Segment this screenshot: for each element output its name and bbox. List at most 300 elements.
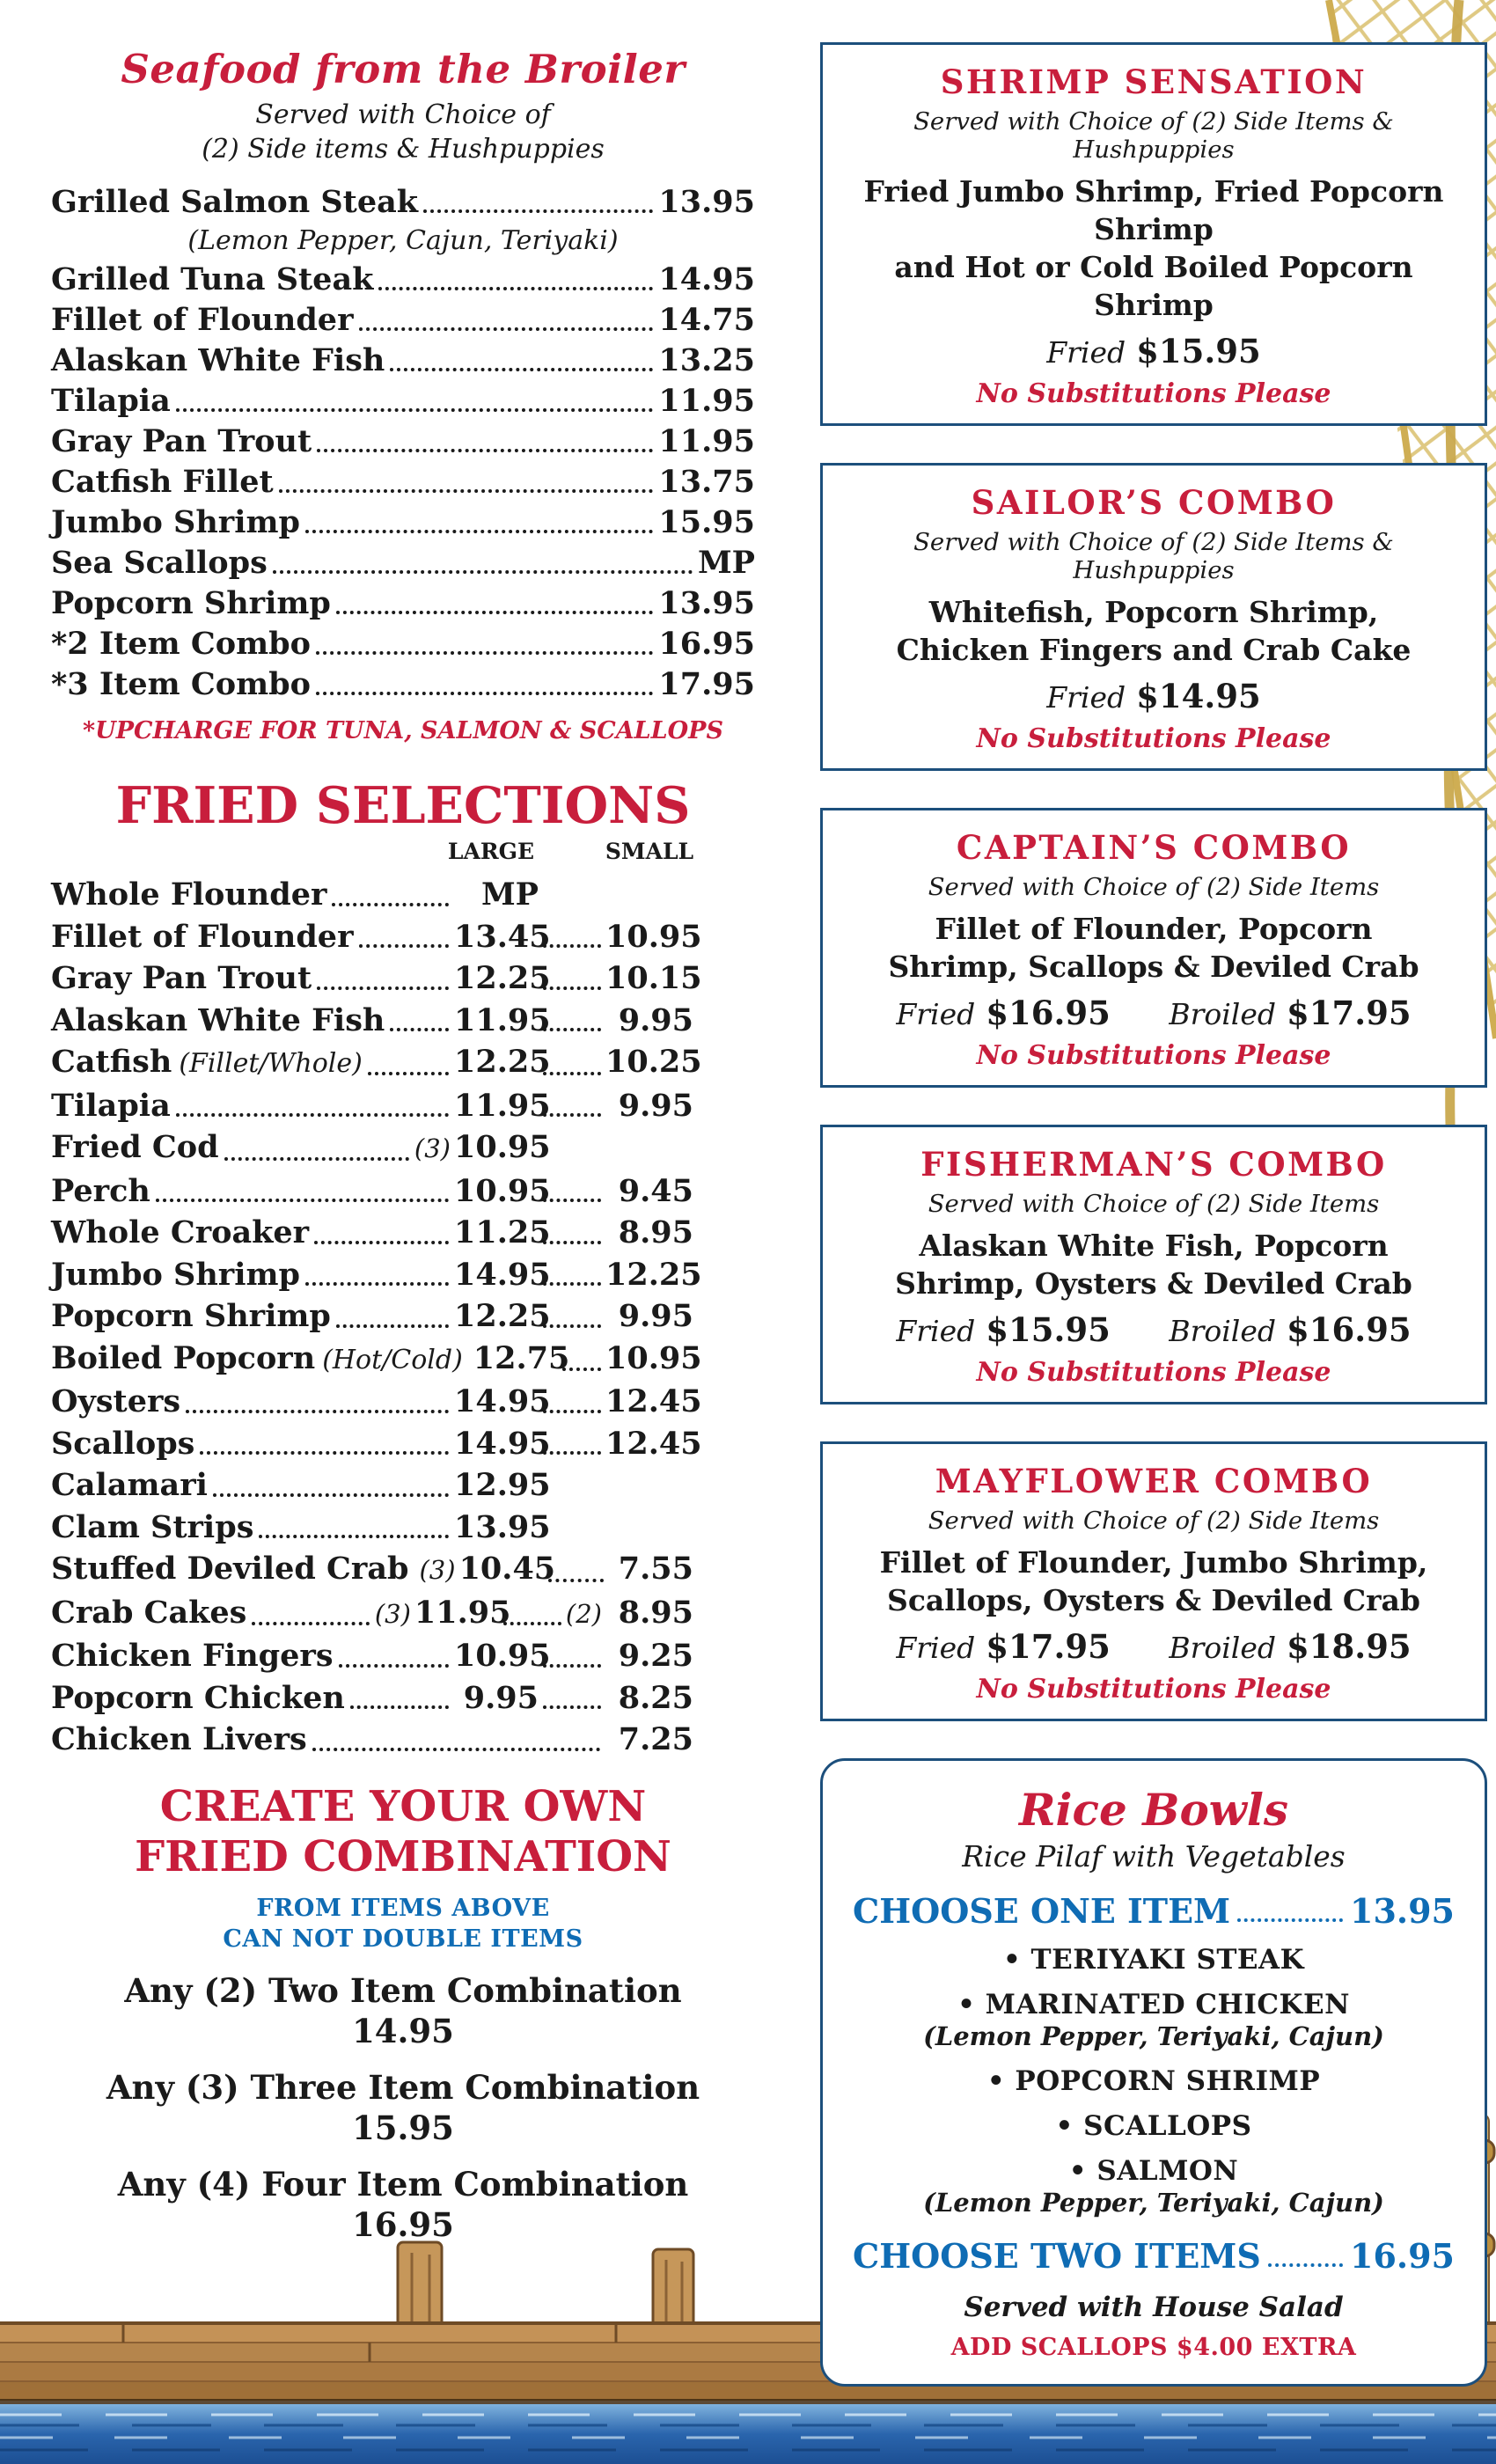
item-name-text: Jumbo Shrimp (51, 1256, 301, 1293)
option-price: 14.95 (352, 2011, 454, 2050)
fried-menu-item (51, 1635, 755, 1677)
fried-menu-item (51, 1464, 755, 1507)
fried-menu-item (51, 1041, 755, 1085)
broiled-price-group (1169, 1310, 1412, 1349)
item-price: 14.75 (658, 302, 755, 338)
option-label: Any (2) Two Item Combination (124, 1970, 682, 2010)
broiler-menu-item (51, 381, 755, 422)
fried-label: Fried (896, 997, 976, 1031)
fried-label: Fried (896, 1631, 976, 1665)
fried-price: $15.95 (1136, 332, 1261, 370)
small-price: 10.25 (605, 1044, 702, 1080)
item-price: 14.95 (658, 261, 755, 297)
item-name-text: Chicken Fingers (51, 1638, 334, 1674)
combo-description (839, 910, 1469, 986)
dotted-leader (314, 1241, 449, 1244)
fried-menu-item (51, 1719, 755, 1761)
fried-menu-item (51, 1126, 755, 1170)
no-substitutions-note: No Substitutions Please (976, 378, 1331, 409)
fried-menu-item (51, 1423, 755, 1465)
item-name-text: Boiled Popcorn (51, 1339, 316, 1376)
dotted-leader (305, 530, 653, 533)
combo-title: CAPTAIN’S COMBO (956, 828, 1352, 867)
dotted-leader (273, 570, 693, 574)
dotted-leader (368, 1072, 449, 1075)
item-name-text: Alaskan White Fish (51, 1001, 385, 1038)
small-price: 12.45 (605, 1425, 702, 1462)
item-note: (Hot/Cold) (322, 1344, 463, 1375)
broiled-price: $17.95 (1287, 994, 1412, 1032)
item-name-text: Calamari (51, 1467, 208, 1503)
item-name (51, 1423, 194, 1465)
combo-desc-line2: Scallops, Oysters & Deviled Crab (886, 1583, 1421, 1617)
combo-desc-line1: Alaskan White Fish, Popcorn (919, 1228, 1389, 1263)
rice-bowl-item (853, 2155, 1455, 2218)
combination-option (51, 2067, 755, 2148)
item-name (51, 1381, 180, 1423)
small-price: 9.95 (618, 1298, 693, 1334)
item-name-text: Scallops (51, 1425, 195, 1462)
large-qty: (3) (419, 1555, 456, 1585)
small-price: 9.25 (618, 1638, 693, 1674)
combo-subtitle: Served with Choice of (2) Side Items & Hushpuppies (913, 528, 1394, 584)
large-column-header: LARGE (447, 839, 535, 864)
combo-description (839, 593, 1469, 669)
dotted-leader (1237, 1918, 1343, 1922)
combo-title: FISHERMAN’S COMBO (920, 1145, 1387, 1184)
fried-menu-item (51, 1507, 755, 1549)
item-name (51, 1719, 307, 1761)
combination-title-line2: FRIED COMBINATION (135, 1831, 671, 1881)
dotted-leader-mid (543, 1324, 601, 1328)
dotted-leader-mid (543, 1410, 601, 1413)
combination-option (51, 1970, 755, 2051)
combo-box (820, 808, 1487, 1088)
dotted-leader (1268, 2263, 1343, 2267)
fried-menu-item (51, 1338, 755, 1382)
item-name-text: Whole Croaker (51, 1214, 310, 1250)
dotted-leader-mid (503, 1622, 561, 1625)
fried-price-group (1046, 677, 1261, 715)
item-price: 13.95 (658, 585, 755, 621)
small-price: 9.95 (618, 1087, 693, 1124)
rice-bowls-subtitle: Rice Pilaf with Vegetables (962, 1839, 1346, 1874)
dotted-leader (359, 944, 449, 948)
combo-box (820, 42, 1487, 426)
large-price: 9.95 (463, 1679, 539, 1716)
dotted-leader (378, 287, 653, 290)
broiler-menu-item (51, 664, 755, 705)
dotted-leader (317, 986, 449, 990)
item-name (51, 1000, 385, 1042)
broiled-price: $18.95 (1287, 1627, 1412, 1666)
small-price: 8.95 (618, 1214, 693, 1250)
item-price: 11.95 (658, 423, 755, 459)
combo-title: MAYFLOWER COMBO (935, 1462, 1373, 1500)
create-combination-section (51, 1782, 755, 2245)
large-price: 11.25 (454, 1214, 551, 1250)
small-qty: (2) (565, 1598, 602, 1629)
dotted-leader (312, 1748, 600, 1751)
combo-desc-line2: and Hot or Cold Boiled Popcorn Shrimp (894, 250, 1413, 322)
item-name-text: Whole Flounder (51, 876, 327, 913)
dotted-leader (259, 1535, 449, 1538)
dotted-leader-mid (543, 1664, 601, 1668)
choose-two-row (853, 2236, 1455, 2276)
rice-bowl-item (853, 1944, 1455, 1976)
dotted-leader-mid (543, 1028, 601, 1031)
dotted-leader (186, 1410, 449, 1413)
broiler-menu-item (51, 341, 755, 381)
dotted-leader-mid (548, 1579, 605, 1582)
fried-price-group (896, 1627, 1119, 1666)
choose-one-label: CHOOSE ONE ITEM (853, 1891, 1231, 1931)
broiler-menu-item (51, 182, 755, 260)
broiler-menu-item (51, 502, 755, 543)
option-label: Any (4) Four Item Combination (117, 2164, 689, 2204)
dotted-leader-mid (543, 1199, 601, 1202)
dotted-leader-mid (543, 1072, 601, 1075)
broiler-subtitle-line1: Served with Choice of (255, 99, 551, 130)
dotted-leader-mid (543, 986, 601, 990)
small-price: 8.25 (618, 1679, 693, 1716)
dotted-leader-mid (543, 1705, 601, 1709)
item-name-text: Fillet of Flounder (51, 918, 354, 955)
item-name: Catfish Fillet (51, 464, 274, 500)
combo-box (820, 1441, 1487, 1721)
item-name (51, 1548, 408, 1590)
item-name (51, 957, 312, 1000)
item-name (51, 1126, 219, 1169)
item-price: 13.25 (658, 342, 755, 378)
item-name (51, 1212, 309, 1254)
large-price: 11.95 (454, 1087, 551, 1124)
item-name-text: Catfish (51, 1044, 172, 1080)
combo-desc-line1: Fillet of Flounder, Jumbo Shrimp, (879, 1545, 1428, 1580)
item-name (51, 874, 326, 916)
dotted-leader-mid (543, 1113, 601, 1117)
broiled-label: Broiled (1169, 1631, 1277, 1665)
small-price: 9.95 (618, 1001, 693, 1038)
small-price: 12.45 (605, 1383, 702, 1419)
fried-title: FRIED SELECTIONS (115, 776, 691, 835)
rice-bowls-salad-note: Served with House Salad (964, 2292, 1344, 2323)
fried-menu-item (51, 957, 755, 1000)
dotted-leader-mid (562, 1368, 601, 1371)
large-price: 14.95 (454, 1383, 551, 1419)
item-name-text: Gray Pan Trout (51, 960, 312, 996)
dotted-leader (305, 1282, 449, 1286)
combination-title-line1: CREATE YOUR OWN (159, 1781, 647, 1831)
item-name: Grilled Salmon Steak (51, 184, 419, 220)
left-column (51, 46, 755, 2245)
large-price: 12.95 (454, 1467, 551, 1503)
no-substitutions-note: No Substitutions Please (976, 1674, 1331, 1705)
item-name-text: Stuffed Deviled Crab (51, 1551, 409, 1587)
item-name (51, 1254, 300, 1296)
fried-menu-item (51, 1212, 755, 1254)
option-price: 15.95 (352, 2108, 454, 2147)
item-name-text: Oysters (51, 1383, 181, 1419)
combo-subtitle: Served with Choice of (2) Side Items (928, 1507, 1380, 1535)
item-name-text: Crab Cakes (51, 1594, 247, 1631)
combo-prices (839, 1627, 1469, 1666)
large-qty: (3) (374, 1598, 411, 1629)
combo-prices (839, 994, 1469, 1032)
fried-menu-item (51, 1548, 755, 1592)
dotted-leader (213, 1493, 449, 1497)
rice-bowls-item-list (853, 1944, 1455, 2218)
fried-menu-item (51, 1295, 755, 1338)
dotted-leader (176, 408, 654, 412)
fried-column-headers (51, 839, 755, 874)
combo-desc-line1: Fried Jumbo Shrimp, Fried Popcorn Shrimp (863, 174, 1444, 246)
dotted-leader (176, 1113, 449, 1117)
dotted-leader (252, 1622, 369, 1625)
item-name-text: Fried Cod (51, 1129, 219, 1165)
broiler-subtitle-line2: (2) Side items & Hushpuppies (202, 134, 605, 165)
item-name (51, 1295, 331, 1338)
broiler-menu-item (51, 300, 755, 341)
combo-prices (839, 677, 1469, 715)
rice-bowls-title: Rice Bowls (1018, 1784, 1288, 1836)
combination-option (51, 2164, 755, 2245)
item-name-text: Popcorn Shrimp (51, 1298, 331, 1334)
combo-title: SAILOR’S COMBO (971, 483, 1337, 522)
fried-label: Fried (1046, 680, 1126, 715)
item-name: • SCALLOPS (1055, 2110, 1252, 2142)
rice-bowl-item (853, 2110, 1455, 2142)
dotted-leader (316, 692, 653, 695)
small-price: 10.15 (605, 960, 702, 996)
dotted-leader (336, 611, 654, 614)
rice-bowls-box (820, 1758, 1487, 2387)
large-price: 10.95 (454, 1638, 551, 1674)
item-price: 13.75 (658, 464, 755, 500)
dotted-leader-mid (543, 1241, 601, 1244)
dotted-leader (336, 1324, 449, 1328)
combo-desc-line2: Shrimp, Oysters & Deviled Crab (895, 1266, 1412, 1301)
fried-price-group (1046, 332, 1261, 370)
item-note: (Fillet/Whole) (179, 1048, 363, 1079)
large-price: 10.45 (458, 1551, 556, 1587)
item-name (51, 1592, 246, 1634)
combo-desc-line2: Shrimp, Scallops & Deviled Crab (888, 950, 1419, 984)
dotted-leader (224, 1157, 409, 1161)
fried-label: Fried (896, 1314, 976, 1348)
dotted-leader (339, 1664, 449, 1668)
small-price: 10.95 (605, 1339, 702, 1376)
combo-description (839, 172, 1469, 324)
broiler-menu-item (51, 260, 755, 300)
fried-price: $16.95 (986, 994, 1111, 1032)
dotted-leader-mid (543, 1282, 601, 1286)
item-name (51, 1085, 171, 1127)
item-price: 11.95 (658, 383, 755, 419)
item-name: Sea Scallops (51, 545, 268, 581)
broiler-title: Seafood from the Broiler (121, 46, 686, 92)
choose-two-price: 16.95 (1350, 2236, 1455, 2276)
item-name-text: Perch (51, 1172, 150, 1209)
item-note: (Lemon Pepper, Teriyaki, Cajun) (923, 2188, 1384, 2218)
combination-title (51, 1782, 755, 1882)
fried-price-group (896, 1310, 1119, 1349)
small-price: 7.25 (618, 1721, 693, 1757)
fried-menu-item (51, 1592, 755, 1636)
broiler-menu-item (51, 624, 755, 664)
item-name: Jumbo Shrimp (51, 504, 301, 540)
combo-desc-line2: Chicken Fingers and Crab Cake (896, 633, 1412, 667)
small-column-header: SMALL (605, 839, 694, 864)
item-name (51, 1041, 363, 1085)
fried-menu-item (51, 1254, 755, 1296)
water-illustration (0, 2404, 1496, 2464)
item-note: (Lemon Pepper, Teriyaki, Cajun) (923, 2021, 1384, 2051)
item-price: MP (697, 545, 755, 581)
small-price: 9.45 (618, 1172, 693, 1209)
choose-one-row (853, 1891, 1455, 1931)
broiler-menu-item (51, 422, 755, 462)
item-name (51, 1507, 253, 1549)
item-name: Alaskan White Fish (51, 342, 385, 378)
combo-subtitle: Served with Choice of (2) Side Items & Hushpuppies (913, 107, 1394, 164)
fried-menu-item (51, 916, 755, 958)
item-name: • POPCORN SHRIMP (986, 2065, 1321, 2097)
broiled-label: Broiled (1169, 997, 1277, 1031)
large-price: 13.95 (454, 1508, 551, 1545)
no-substitutions-note: No Substitutions Please (976, 723, 1331, 754)
broiled-price-group (1169, 1627, 1412, 1666)
combo-prices (839, 1310, 1469, 1349)
large-price: 12.25 (454, 1298, 551, 1334)
broiler-menu-item (51, 462, 755, 502)
item-price: 17.95 (658, 666, 755, 702)
dotted-leader (350, 1705, 449, 1709)
item-name: *2 Item Combo (51, 626, 311, 662)
broiled-price: $16.95 (1287, 1310, 1412, 1349)
large-qty: (3) (414, 1133, 451, 1163)
no-substitutions-note: No Substitutions Please (976, 1357, 1331, 1388)
choose-one-price: 13.95 (1350, 1891, 1455, 1931)
item-name (51, 916, 354, 958)
item-name: Fillet of Flounder (51, 302, 354, 338)
combo-subtitle: Served with Choice of (2) Side Items (928, 873, 1380, 901)
right-column (820, 42, 1487, 2387)
item-price: 15.95 (658, 504, 755, 540)
choose-two-label: CHOOSE TWO ITEMS (853, 2236, 1261, 2276)
combo-prices (839, 332, 1469, 370)
fried-menu-item (51, 1085, 755, 1127)
dotted-leader (390, 368, 653, 371)
dotted-leader (332, 903, 449, 906)
fried-menu-item (51, 1677, 755, 1720)
large-price: 13.45 (454, 918, 551, 955)
broiler-menu-item (51, 543, 755, 583)
combination-note-line2: CAN NOT DOUBLE ITEMS (223, 1925, 583, 1953)
large-price: 10.95 (454, 1129, 551, 1165)
fried-price: $14.95 (1136, 677, 1261, 715)
large-price: 12.25 (454, 960, 551, 996)
rice-bowls-scallops-extra: ADD SCALLOPS $4.00 EXTRA (950, 2334, 1357, 2361)
dotted-leader (200, 1451, 449, 1455)
small-price: 10.95 (605, 918, 702, 955)
item-name: Tilapia (51, 383, 171, 419)
dotted-leader (423, 209, 653, 213)
fried-section (51, 776, 755, 1761)
fried-menu-item (51, 1381, 755, 1423)
combination-note-line1: FROM ITEMS ABOVE (256, 1894, 550, 1922)
broiler-menu-item (51, 583, 755, 624)
broiler-footnote: *UPCHARGE FOR TUNA, SALMON & SCALLOPS (83, 717, 723, 744)
broiler-item-list (51, 182, 755, 705)
dotted-leader (156, 1199, 449, 1202)
dotted-leader (317, 449, 653, 452)
fried-menu-item (51, 1170, 755, 1213)
item-name: • SALMON (1068, 2155, 1239, 2187)
fried-price: $15.95 (986, 1310, 1111, 1349)
combo-box (820, 1125, 1487, 1404)
small-price: 7.55 (618, 1551, 693, 1587)
option-price: 16.95 (352, 2204, 454, 2244)
small-price: 8.95 (618, 1594, 693, 1631)
item-name: Grilled Tuna Steak (51, 261, 374, 297)
item-name (51, 1635, 334, 1677)
combo-description (839, 1227, 1469, 1302)
item-name-text: Tilapia (51, 1087, 171, 1124)
fried-label: Fried (1046, 335, 1126, 370)
large-price: 12.75 (473, 1339, 570, 1376)
combo-subtitle: Served with Choice of (2) Side Items (928, 1190, 1380, 1218)
broiler-section (51, 46, 755, 744)
fried-menu-item (51, 1000, 755, 1042)
broiler-subtitles (51, 98, 755, 166)
small-price: 12.25 (605, 1256, 702, 1293)
fried-menu-item (51, 874, 755, 916)
item-name: Popcorn Shrimp (51, 585, 331, 621)
item-name: *3 Item Combo (51, 666, 311, 702)
dotted-leader-mid (543, 1451, 601, 1455)
fried-item-list (51, 874, 755, 1761)
no-substitutions-note: No Substitutions Please (976, 1040, 1331, 1071)
item-name-text: Chicken Livers (51, 1721, 307, 1757)
item-price: 16.95 (658, 626, 755, 662)
fried-price-group (896, 994, 1119, 1032)
combo-title: SHRIMP SENSATION (940, 62, 1368, 101)
combination-note (51, 1893, 755, 1954)
item-name: Gray Pan Trout (51, 423, 312, 459)
combo-desc-line1: Fillet of Flounder, Popcorn (935, 912, 1373, 946)
combo-box (820, 463, 1487, 771)
dotted-leader (390, 1028, 449, 1031)
option-label: Any (3) Three Item Combination (106, 2067, 700, 2107)
broiled-label: Broiled (1169, 1314, 1277, 1348)
fried-price: $17.95 (986, 1627, 1111, 1666)
broiled-price-group (1169, 994, 1412, 1032)
item-name: • TERIYAKI STEAK (1002, 1944, 1305, 1976)
large-price: 14.95 (454, 1425, 551, 1462)
large-price: 11.95 (454, 1001, 551, 1038)
dotted-leader (279, 489, 654, 493)
item-name-text: Popcorn Chicken (51, 1679, 345, 1716)
dotted-leader (316, 651, 653, 655)
item-name (51, 1677, 345, 1720)
combo-desc-line1: Whitefish, Popcorn Shrimp, (928, 595, 1379, 629)
large-price: 14.95 (454, 1256, 551, 1293)
large-price: 12.25 (454, 1044, 551, 1080)
dotted-leader-mid (543, 944, 601, 948)
large-price: MP (480, 876, 539, 913)
item-name (51, 1338, 463, 1382)
